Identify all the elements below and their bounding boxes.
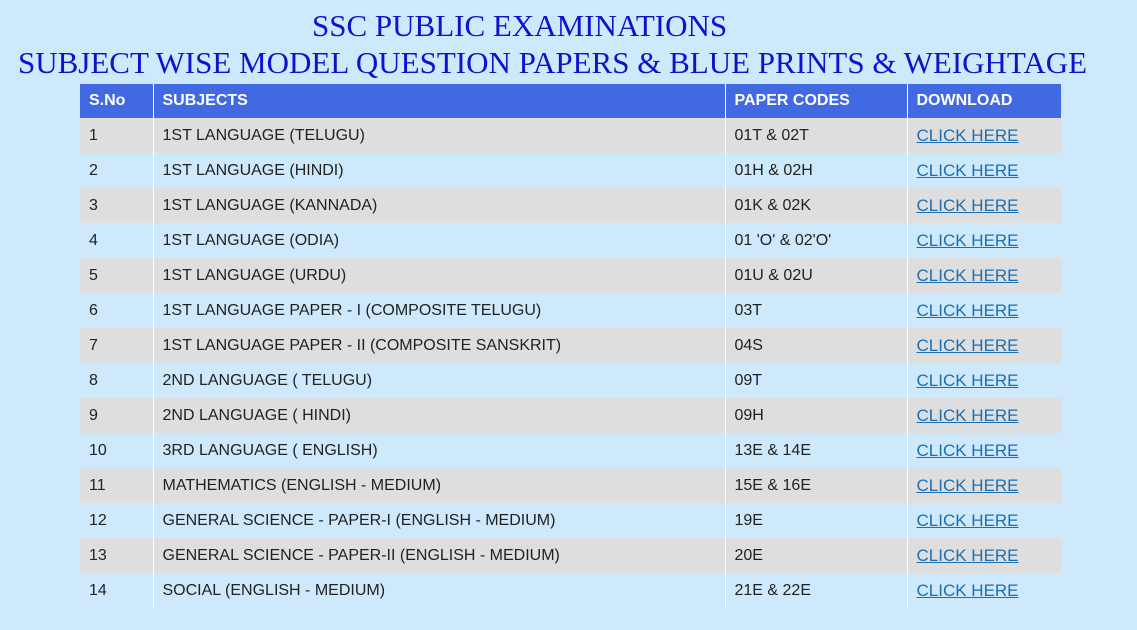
table-row xyxy=(80,223,1061,258)
cell-download xyxy=(907,223,1061,258)
cell-sno: 6 xyxy=(80,293,153,328)
cell-sno: 14 xyxy=(80,573,153,608)
cell-download xyxy=(907,398,1061,433)
cell-paper-codes: 09H xyxy=(725,398,907,433)
cell-download xyxy=(907,538,1061,573)
papers-table-container xyxy=(80,84,1061,608)
download-link[interactable]: CLICK HERE xyxy=(916,475,1019,495)
cell-download xyxy=(907,153,1061,188)
cell-sno: 4 xyxy=(80,223,153,258)
download-link[interactable]: CLICK HERE xyxy=(916,160,1019,180)
table-row xyxy=(80,538,1061,573)
table-header-row xyxy=(80,84,1061,118)
page-subtitle: SUBJECT WISE MODEL QUESTION PAPERS & BLUE PRINTS & WEIGHTAGE xyxy=(18,45,1088,80)
table-row xyxy=(80,153,1061,188)
cell-paper-codes: 21E & 22E xyxy=(725,573,907,608)
download-link[interactable]: CLICK HERE xyxy=(916,230,1019,250)
download-link[interactable]: CLICK HERE xyxy=(916,300,1019,320)
cell-sno: 7 xyxy=(80,328,153,363)
download-link[interactable]: CLICK HERE xyxy=(916,265,1019,285)
cell-subject: 1ST LANGUAGE PAPER - I (COMPOSITE TELUGU) xyxy=(153,293,725,328)
cell-paper-codes: 15E & 16E xyxy=(725,468,907,503)
cell-paper-codes: 13E & 14E xyxy=(725,433,907,468)
column-header-download: DOWNLOAD xyxy=(907,84,1061,118)
cell-download xyxy=(907,433,1061,468)
table-row xyxy=(80,363,1061,398)
cell-sno: 3 xyxy=(80,188,153,223)
cell-subject: SOCIAL (ENGLISH - MEDIUM) xyxy=(153,573,725,608)
cell-subject: 1ST LANGUAGE (URDU) xyxy=(153,258,725,293)
cell-sno: 11 xyxy=(80,468,153,503)
cell-paper-codes: 01 'O' & 02'O' xyxy=(725,223,907,258)
cell-subject: GENERAL SCIENCE - PAPER-II (ENGLISH - MEDIUM) xyxy=(153,538,725,573)
cell-sno: 13 xyxy=(80,538,153,573)
table-row xyxy=(80,188,1061,223)
cell-subject: 1ST LANGUAGE (KANNADA) xyxy=(153,188,725,223)
cell-paper-codes: 03T xyxy=(725,293,907,328)
cell-paper-codes: 19E xyxy=(725,503,907,538)
cell-sno: 12 xyxy=(80,503,153,538)
table-row xyxy=(80,118,1061,153)
cell-subject: MATHEMATICS (ENGLISH - MEDIUM) xyxy=(153,468,725,503)
table-row xyxy=(80,503,1061,538)
download-link[interactable]: CLICK HERE xyxy=(916,125,1019,145)
cell-paper-codes: 09T xyxy=(725,363,907,398)
cell-subject: 1ST LANGUAGE (TELUGU) xyxy=(153,118,725,153)
column-header-subjects: SUBJECTS xyxy=(153,84,725,118)
page-title: SSC PUBLIC EXAMINATIONS xyxy=(312,8,728,43)
cell-subject: 3RD LANGUAGE ( ENGLISH) xyxy=(153,433,725,468)
cell-download xyxy=(907,188,1061,223)
cell-sno: 2 xyxy=(80,153,153,188)
cell-download xyxy=(907,293,1061,328)
download-link[interactable]: CLICK HERE xyxy=(916,545,1019,565)
cell-download xyxy=(907,118,1061,153)
cell-paper-codes: 20E xyxy=(725,538,907,573)
download-link[interactable]: CLICK HERE xyxy=(916,370,1019,390)
cell-sno: 10 xyxy=(80,433,153,468)
cell-download xyxy=(907,573,1061,608)
download-link[interactable]: CLICK HERE xyxy=(916,580,1019,600)
cell-download xyxy=(907,363,1061,398)
download-link[interactable]: CLICK HERE xyxy=(916,440,1019,460)
cell-sno: 9 xyxy=(80,398,153,433)
column-header-sno: S.No xyxy=(80,84,153,118)
table-row xyxy=(80,573,1061,608)
table-row xyxy=(80,328,1061,363)
cell-paper-codes: 01T & 02T xyxy=(725,118,907,153)
table-row xyxy=(80,293,1061,328)
table-row xyxy=(80,398,1061,433)
cell-download xyxy=(907,328,1061,363)
cell-subject: GENERAL SCIENCE - PAPER-I (ENGLISH - MEDIUM) xyxy=(153,503,725,538)
table-row xyxy=(80,433,1061,468)
download-link[interactable]: CLICK HERE xyxy=(916,195,1019,215)
download-link[interactable]: CLICK HERE xyxy=(916,510,1019,530)
cell-sno: 8 xyxy=(80,363,153,398)
cell-subject: 2ND LANGUAGE ( TELUGU) xyxy=(153,363,725,398)
cell-subject: 1ST LANGUAGE (ODIA) xyxy=(153,223,725,258)
column-header-paper-codes: PAPER CODES xyxy=(725,84,907,118)
cell-sno: 1 xyxy=(80,118,153,153)
download-link[interactable]: CLICK HERE xyxy=(916,405,1019,425)
cell-subject: 2ND LANGUAGE ( HINDI) xyxy=(153,398,725,433)
cell-paper-codes: 01H & 02H xyxy=(725,153,907,188)
cell-download xyxy=(907,258,1061,293)
cell-subject: 1ST LANGUAGE PAPER - II (COMPOSITE SANSKRIT) xyxy=(153,328,725,363)
table-body xyxy=(80,118,1061,608)
cell-paper-codes: 04S xyxy=(725,328,907,363)
download-link[interactable]: CLICK HERE xyxy=(916,335,1019,355)
cell-paper-codes: 01K & 02K xyxy=(725,188,907,223)
cell-download xyxy=(907,468,1061,503)
papers-table xyxy=(80,84,1061,608)
cell-sno: 5 xyxy=(80,258,153,293)
cell-paper-codes: 01U & 02U xyxy=(725,258,907,293)
cell-download xyxy=(907,503,1061,538)
table-row xyxy=(80,258,1061,293)
cell-subject: 1ST LANGUAGE (HINDI) xyxy=(153,153,725,188)
table-row xyxy=(80,468,1061,503)
